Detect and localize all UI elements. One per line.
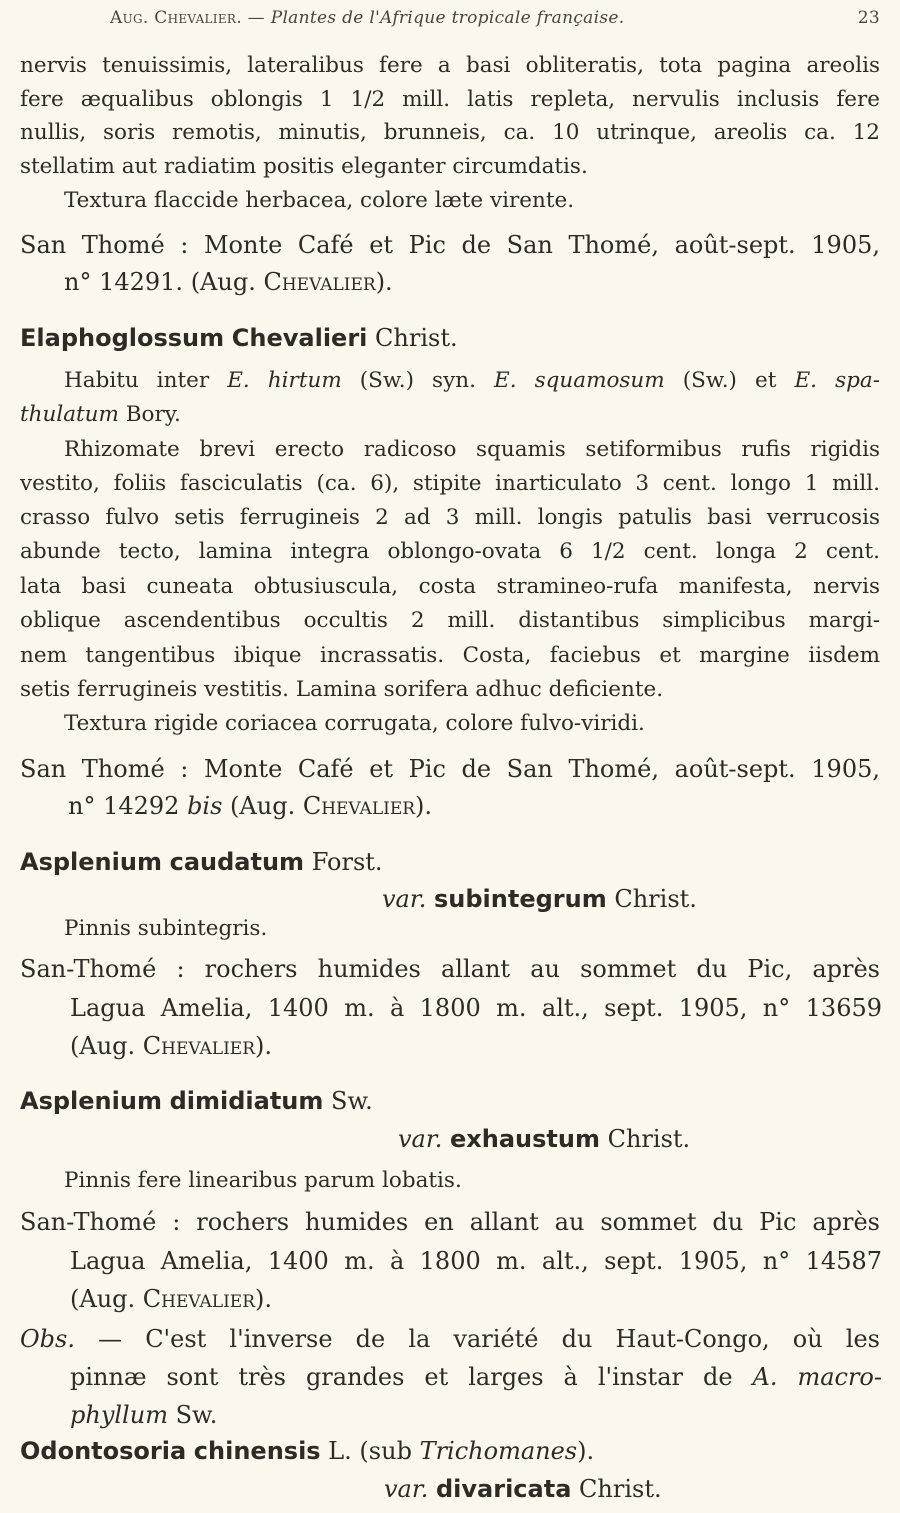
variety-name: divaricata bbox=[435, 1475, 572, 1503]
text-line: Pinnis fere linearibus parum lobatis. bbox=[64, 1168, 462, 1193]
species-heading bbox=[20, 850, 880, 874]
locality-line: n° 14291. (Aug. Chevalier). bbox=[64, 268, 393, 296]
variety-heading: var. exhaustum Christ. bbox=[398, 1125, 691, 1153]
observation-line: phyllum Sw. bbox=[70, 1401, 218, 1429]
text-line: nullis, soris remotis, minutis, brunneis, ca. 10 utrinque, areolis ca. 12 bbox=[20, 120, 880, 145]
text-line: fere æqualibus oblongis 1 1/2 mill. latis repleta, nervulis inclusis fere bbox=[20, 87, 880, 112]
observation-line: Obs. — C'est l'inverse de la variété du Haut-Congo, où les bbox=[20, 1325, 880, 1353]
locality-line: Lagua Amelia, 1400 m. à 1800 m. alt., sept. 1905, n° 13659 bbox=[70, 994, 882, 1022]
text-line: abunde tecto, lamina integra oblongo-ovata 6 1/2 cent. longa 2 cent. bbox=[20, 539, 880, 564]
text-line: nem tangentibus ibique incrassatis. Costa, faciebus et margine iisdem bbox=[20, 643, 880, 668]
species-author: Christ. bbox=[375, 324, 458, 352]
text-line: nervis tenuissimis, lateralibus fere a basi obliteratis, tota pagina areolis bbox=[20, 53, 880, 78]
header-title: Plantes de l'Afrique tropicale française. bbox=[270, 8, 625, 28]
species-heading bbox=[20, 326, 880, 350]
species-heading: Odontosoria chinensis L. (sub Trichomanes). bbox=[20, 1437, 595, 1465]
text-line: crasso fulvo setis ferrugineis 2 ad 3 mill. longis patulis basi verrucosis bbox=[20, 505, 880, 530]
genus-name: Asplenium bbox=[20, 848, 162, 876]
locality-line: San-Thomé : rochers humides en allant au sommet du Pic après bbox=[20, 1208, 880, 1236]
variety-name: subintegrum bbox=[433, 885, 607, 913]
text-line: Habitu inter E. hirtum (Sw.) syn. E. squamosum (Sw.) et E. spa- bbox=[64, 368, 880, 393]
genus-name: Asplenium bbox=[20, 1087, 162, 1115]
locality-line: San-Thomé : rochers humides allant au sommet du Pic, après bbox=[20, 955, 880, 983]
running-header bbox=[110, 8, 880, 28]
text-line: Pinnis subintegris. bbox=[64, 916, 268, 941]
locality-line: (Aug. Chevalier). bbox=[70, 1032, 272, 1060]
header-dash: — bbox=[247, 8, 265, 28]
genus-name: Odontosoria bbox=[20, 1437, 187, 1465]
text-line: setis ferrugineis vestitis. Lamina sorifera adhuc deficiente. bbox=[20, 677, 664, 702]
text-line: lata basi cuneata obtusiuscula, costa stramineo-rufa manifesta, nervis bbox=[20, 574, 880, 599]
species-heading bbox=[20, 1089, 880, 1113]
locality-line: San Thomé : Monte Café et Pic de San Thomé, août-sept. 1905, bbox=[20, 755, 880, 783]
species-author: Forst. bbox=[311, 848, 383, 876]
collector-name: Chevalier bbox=[302, 792, 416, 820]
text-line: oblique ascendentibus occultis 2 mill. distantibus simplicibus margi- bbox=[20, 608, 880, 633]
variety-heading: var. subintegrum Christ. bbox=[382, 885, 697, 913]
collector-name: Chevalier bbox=[142, 1032, 255, 1060]
obs-label: Obs. bbox=[20, 1325, 75, 1353]
texture-line: Textura flaccide herbacea, colore læte virente. bbox=[64, 188, 575, 213]
text-line: thulatum Bory. bbox=[20, 402, 181, 427]
locality-line: San Thomé : Monte Café et Pic de San Thomé, août-sept. 1905, bbox=[20, 231, 880, 259]
variety-heading: var. divaricata Christ. bbox=[384, 1475, 662, 1503]
texture-line: Textura rigide coriacea corrugata, colore fulvo-viridi. bbox=[64, 711, 645, 736]
text-line: Rhizomate brevi erecto radicoso squamis setiformibus rufis rigidis bbox=[64, 437, 880, 462]
collector-name: Chevalier bbox=[142, 1285, 255, 1313]
text-line: stellatim aut radiatim positis eleganter circumdatis. bbox=[20, 154, 588, 179]
species-name: caudatum bbox=[169, 848, 305, 876]
locality-line: Lagua Amelia, 1400 m. à 1800 m. alt., sept. 1905, n° 14587 bbox=[70, 1247, 882, 1275]
locality-line: (Aug. Chevalier). bbox=[70, 1285, 272, 1313]
header-author: Aug. Chevalier. bbox=[110, 8, 242, 28]
page-number: 23 bbox=[857, 8, 880, 28]
variety-name: exhaustum bbox=[449, 1125, 600, 1153]
genus-name: Elaphoglossum bbox=[20, 324, 225, 352]
species-name: dimidiatum bbox=[169, 1087, 324, 1115]
species-author: Sw. bbox=[331, 1087, 373, 1115]
species-name: Chevalieri bbox=[231, 324, 368, 352]
locality-line: n° 14292 bis (Aug. Chevalier). bbox=[68, 792, 433, 820]
species-name: chinensis bbox=[193, 1437, 321, 1465]
collector-name: Chevalier bbox=[263, 268, 376, 296]
observation-line: pinnæ sont très grandes et larges à l'instar de A. macro- bbox=[70, 1363, 882, 1391]
text-line: vestito, foliis fasciculatis (ca. 6), stipite inarticulato 3 cent. longo 1 mill. bbox=[20, 471, 880, 496]
species-author: L. (sub bbox=[328, 1437, 420, 1465]
